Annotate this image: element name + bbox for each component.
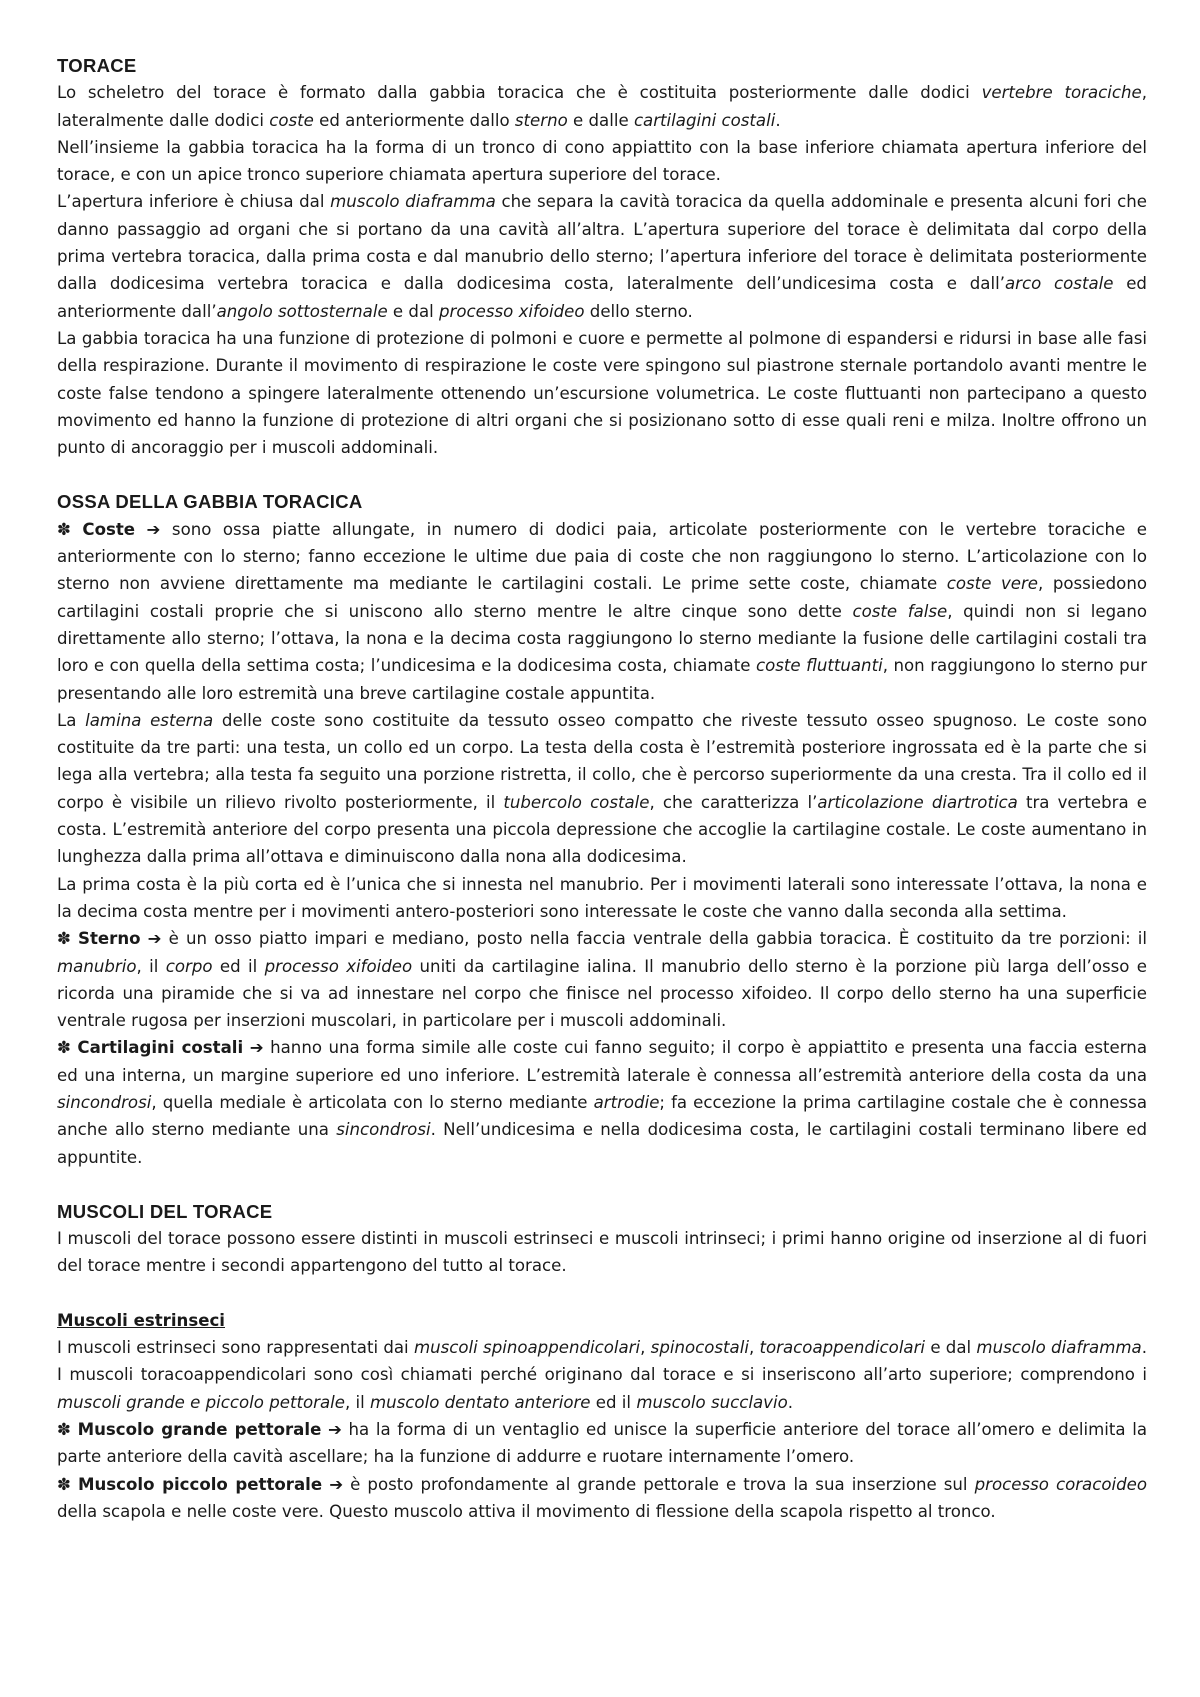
heading-torace: TORACE xyxy=(57,55,137,76)
emphasis-term: coste false xyxy=(852,601,948,621)
bullet-icon: ✽ xyxy=(57,1474,71,1494)
term-label: Muscolo piccolo pettorale xyxy=(77,1474,323,1494)
emphasis-term: lamina esterna xyxy=(85,710,214,730)
paragraph: La lamina esterna delle coste sono costituite da tessuto osseo compatto che riveste tessuto osseo spugnoso. Le coste sono costituite da tre parti: una testa, un collo ed un corpo. La testa della costa è l’estremità posteriore ingrossata ed è la parte che si lega alla vertebra; alla testa fa seguito una porzione ristretta, il collo, che è percorso superiormente da una cresta. Tra il collo ed il corpo è visibile un rilievo rivolto posteriormente, il tubercolo costale, che caratterizza l’articolazione diartrotica tra vertebra e costa. L’estremità anteriore del corpo presenta una piccola depressione che accoglie la cartilagine costale. Le coste aumentano in lunghezza dalla prima all’ottava e diminuiscono dalla nona alla dodicesima. xyxy=(57,710,1147,867)
bullet-icon: ✽ xyxy=(57,519,71,539)
emphasis-term: sterno xyxy=(514,110,568,130)
bullet-paragraph-piccolo-pettorale xyxy=(57,1471,1147,1526)
paragraph: Lo scheletro del torace è formato dalla gabbia toracica che è costituita posteriormente dalle dodici vertebre toraciche, lateralmente dalle dodici coste ed anteriormente dallo sterno e dalle cartilagini costali. xyxy=(57,83,1147,130)
emphasis-term: processo xifoideo xyxy=(439,301,585,321)
emphasis-term: corpo xyxy=(165,956,213,976)
emphasis-term: muscolo dentato anteriore xyxy=(369,1392,591,1412)
arrow-right-icon: ➔ xyxy=(329,1474,344,1494)
emphasis-term: muscolo diaframma xyxy=(330,192,496,212)
emphasis-term: processo xifoideo xyxy=(264,956,413,976)
heading-muscoli: MUSCOLI DEL TORACE xyxy=(57,1200,273,1222)
emphasis-term: coste vere xyxy=(946,574,1039,594)
section-gap xyxy=(57,1280,1147,1307)
emphasis-term: muscolo diaframma xyxy=(976,1338,1142,1358)
paragraph-body: è posto profondamente al grande pettorale e trova la sua inserzione sul processo coracoideo della scapola e nelle coste vere. Questo muscolo attiva il movimento di flessione della scapola rispetto al tronco. xyxy=(57,1474,1148,1521)
emphasis-term: artrodie xyxy=(593,1092,660,1112)
term-label: Coste xyxy=(82,519,136,539)
section-gap xyxy=(57,461,1147,488)
term-label: Sterno xyxy=(78,929,141,949)
term-label: Muscolo grande pettorale xyxy=(77,1419,322,1439)
emphasis-term: angolo sottosternale xyxy=(216,301,388,321)
heading-ossa: OSSA DELLA GABBIA TORACICA xyxy=(57,491,363,513)
emphasis-term: manubrio xyxy=(57,956,137,976)
emphasis-term: muscoli spinoappendicolari xyxy=(413,1338,641,1358)
paragraph: Nell’insieme la gabbia toracica ha la forma di un tronco di cono appiattito con la base inferiore chiamata apertura inferiore del torace, e con un apice tronco superiore chiamata apertura superiore del torace. xyxy=(57,137,1147,185)
emphasis-term: cartilagini costali xyxy=(633,110,776,130)
paragraph: La gabbia toracica ha una funzione di protezione di polmoni e cuore e permette al polmone di espandersi e ridursi in base alle fasi della respirazione. Durante il movimento di respirazione le coste vere spingono sul piastrone sternale portandolo avanti mentre le coste false tendono a spingere lateralmente ottenendo un’escursione volumetrica. Le coste fluttuanti non partecipano a questo movimento ed hanno la funzione di protezione di altri organi che si posizionano sotto di esse quali reni e milza. Inoltre offrono un punto di ancoraggio per i muscoli addominali. xyxy=(57,328,1147,458)
emphasis-term: coste fluttuanti xyxy=(755,656,883,676)
emphasis-term: tubercolo costale xyxy=(503,792,650,812)
arrow-right-icon: ➔ xyxy=(147,929,162,949)
paragraph: I muscoli del torace possono essere distinti in muscoli estrinseci e muscoli intrinseci; i primi hanno origine od inserzione al di fuori del torace mentre i secondi appartengono del tutto al torace. xyxy=(57,1229,1147,1276)
bullet-paragraph-coste xyxy=(57,516,1147,707)
emphasis-term: muscolo succlavio xyxy=(636,1392,788,1412)
emphasis-term: spinocostali xyxy=(650,1338,749,1358)
emphasis-term: muscoli grande e piccolo pettorale xyxy=(57,1392,345,1412)
emphasis-term: toracoappendicolari xyxy=(759,1338,926,1358)
emphasis-term: vertebre toraciche xyxy=(981,83,1142,103)
paragraph-body: sono ossa piatte allungate, in numero di dodici paia, articolate posteriormente con le vertebre toraciche e anteriormente con lo sterno; fanno eccezione le ultime due paia di coste che non raggiungono lo sterno. L’articolazione con lo sterno non avviene direttamente ma mediante le cartilagini costali. Le prime sette coste, chiamate coste vere, possiedono cartilagini costali proprie che si uniscono allo sterno mentre le altre cinque sono dette coste false, quindi non si legano direttamente allo sterno; l’ottava, la nona e la decima costa raggiungono lo sterno mediante la fusione delle cartilagini costali tra loro e con quella della settima costa; l’undicesima e la dodicesima costa, chiamate coste fluttuanti, non raggiungono lo sterno pur presentando alle loro estremità una breve cartilagine costale appuntita. xyxy=(57,519,1148,703)
term-label: Cartilagini costali xyxy=(77,1038,244,1058)
emphasis-term: coste xyxy=(269,110,314,130)
bullet-icon: ✽ xyxy=(57,1419,71,1439)
paragraph: I muscoli estrinseci sono rappresentati dai muscoli spinoappendicolari, spinocostali, toracoappendicolari e dal muscolo diaframma. I muscoli toracoappendicolari sono così chiamati perché originano dal torace e si inseriscono all’arto superiore; comprendono i muscoli grande e piccolo pettorale, il muscolo dentato anteriore ed il muscolo succlavio. xyxy=(57,1338,1147,1412)
arrow-right-icon: ➔ xyxy=(327,1419,342,1439)
bullet-icon: ✽ xyxy=(57,1038,71,1058)
paragraph-body: hanno una forma simile alle coste cui fanno seguito; il corpo è appiattito e presenta una faccia esterna ed una interna, un margine superiore ed uno inferiore. L’estremità laterale è connessa all’estremità anteriore della costa da una sincondrosi, quella mediale è articolata con lo sterno mediante artrodie; fa eccezione la prima cartilagine costale che è connessa anche allo sterno mediante una sincondrosi. Nell’undicesima e nella dodicesima costa, le cartilagini costali terminano libere ed appuntite. xyxy=(57,1038,1148,1167)
arrow-right-icon: ➔ xyxy=(249,1038,264,1058)
arrow-right-icon: ➔ xyxy=(146,519,161,539)
emphasis-term: sincondrosi xyxy=(336,1120,431,1140)
section-gap xyxy=(57,1171,1147,1198)
emphasis-term: sincondrosi xyxy=(57,1092,152,1112)
bullet-paragraph-sterno xyxy=(57,925,1147,1034)
bullet-paragraph-cartilagini xyxy=(57,1034,1147,1170)
bullet-paragraph-grande-pettorale xyxy=(57,1416,1147,1471)
paragraph: La prima costa è la più corta ed è l’unica che si innesta nel manubrio. Per i movimenti laterali sono interessate l’ottava, la nona e la decima costa mentre per i movimenti antero-posteriori sono interessate le coste che vanno dalla seconda alla settima. xyxy=(57,874,1147,921)
paragraph: L’apertura inferiore è chiusa dal muscolo diaframma che separa la cavità toracica da quella addominale e presenta alcuni fori che danno passaggio ad organi che si portano da una cavità all’altra. L’apertura superiore del torace è delimitata dal corpo della prima vertebra toracica, dalla prima costa e dal manubrio dello sterno; l’apertura inferiore del torace è delimitata posteriormente dalla dodicesima vertebra toracica e dalla dodicesima costa, lateralmente dell’undicesima costa e dall’arco costale ed anteriormente dall’angolo sottosternale e dal processo xifoideo dello sterno. xyxy=(57,192,1147,321)
document-page xyxy=(57,52,1147,1525)
bullet-icon: ✽ xyxy=(57,929,71,949)
emphasis-term: arco costale xyxy=(1004,274,1114,294)
emphasis-term: processo coracoideo xyxy=(974,1474,1148,1494)
emphasis-term: articolazione diartrotica xyxy=(817,792,1018,812)
paragraph-body: ha la forma di un ventaglio ed unisce la superficie anteriore del torace all’omero e delimita la parte anteriore della cavità ascellare; ha la funzione di addurre e ruotare internamente l’omero. xyxy=(57,1419,1147,1467)
subheading-muscoli-estrinseci: Muscoli estrinseci xyxy=(57,1310,225,1330)
paragraph-body: è un osso piatto impari e mediano, posto nella faccia ventrale della gabbia toracica. È costituito da tre porzioni: il manubrio, il corpo ed il processo xifoideo uniti da cartilagine ialina. Il manubrio dello sterno è la porzione più larga dell’osso e ricorda una piramide che si va ad innestare nel corpo che finisce nel processo xifoideo. Il corpo dello sterno ha una superficie ventrale rugosa per inserzioni muscolari, in particolare per i muscoli addominali. xyxy=(57,929,1147,1031)
